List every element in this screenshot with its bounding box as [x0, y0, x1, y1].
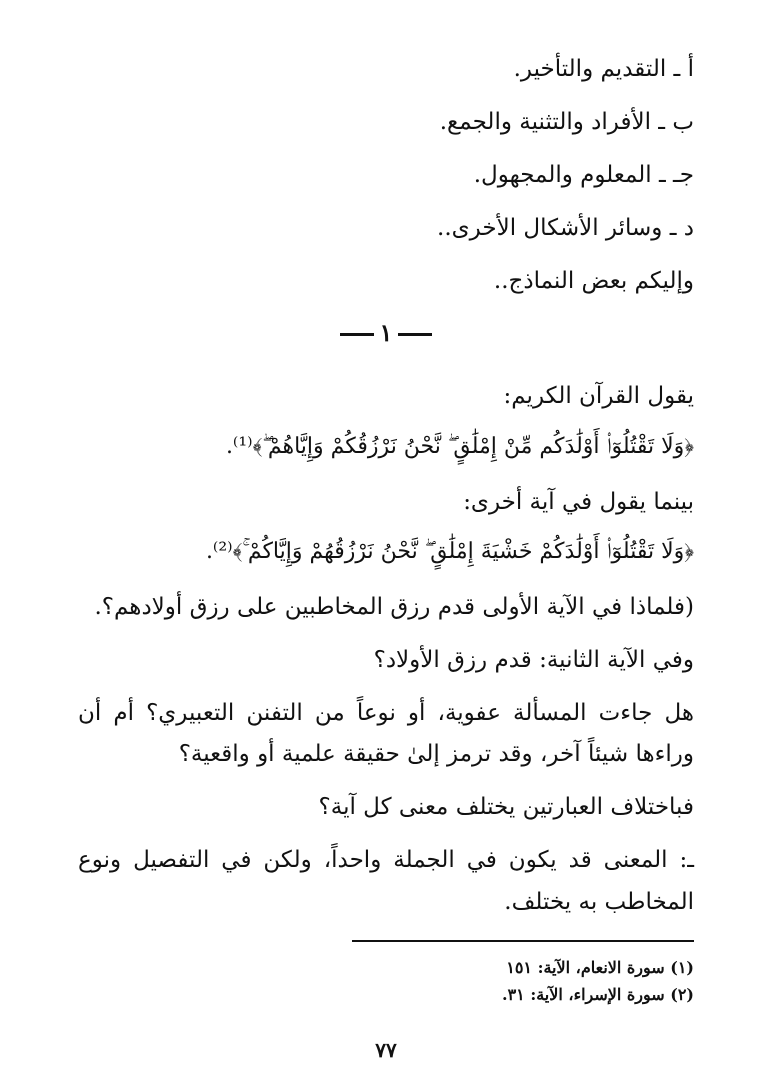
quran-verse-1: ﴿وَلَا تَقْتُلُوٓا۟ أَوْلَٰدَكُم مِّنْ إِمْلَٰقٍ ۖ نَّحْنُ نَرْزُقُكُمْ وَإِيَّاهُمْ ۖ﴾⁽¹⁾. — [225, 434, 694, 459]
footnote-1: (١) سورة الانعام، الآية: ١٥١ — [506, 958, 694, 977]
list-item-c: جـ ـ المعلوم والمجهول. — [473, 162, 694, 188]
page-number: ٧٧ — [375, 1038, 397, 1062]
paragraph-question-4: فباختلاف العبارتين يختلف معنى كل آية؟ — [318, 794, 694, 820]
quran-verse-2: ﴿وَلَا تَقْتُلُوٓا۟ أَوْلَٰدَكُمْ خَشْيَةَ إِمْلَٰقٍ ۖ نَّحْنُ نَرْزُقُهُمْ وَإِيَّاكُمْ ۚ﴾⁽²⁾. — [205, 539, 694, 564]
section-dash-left — [340, 333, 374, 336]
footnote-2: (٢) سورة الإسراء، الآية: ٣١. — [501, 985, 694, 1004]
paragraph-question-3-line-1: هل جاءت المسألة عفوية، أو نوعاً من التفنن التعبيري؟ أم أن — [78, 700, 694, 726]
section-number-text: ١ — [379, 318, 393, 347]
footnote-divider — [352, 940, 694, 942]
paragraph-another-verse: بينما يقول في آية أخرى: — [463, 489, 694, 515]
paragraph-answer-line-1: ـ: المعنى قد يكون في الجملة واحداً، ولكن في التفصيل ونوع — [78, 847, 694, 873]
paragraph-answer-line-2: المخاطب به يختلف. — [504, 889, 694, 915]
list-item-a: أ ـ التقديم والتأخير. — [513, 56, 694, 82]
section-number — [0, 318, 772, 348]
list-item-b: ب ـ الأفراد والتثنية والجمع. — [439, 109, 694, 135]
paragraph-question-1: (فلماذا في الآية الأولى قدم رزق المخاطبين على رزق أولادهم؟. — [94, 594, 694, 620]
paragraph-quran-says: يقول القرآن الكريم: — [503, 383, 694, 409]
paragraph-question-2: وفي الآية الثانية: قدم رزق الأولاد؟ — [373, 647, 694, 673]
list-item-d: د ـ وسائر الأشكال الأخرى.. — [437, 215, 694, 241]
section-dash-right — [398, 333, 432, 336]
paragraph-question-3-line-2: وراءها شيئاً آخر، وقد ترمز إلىٰ حقيقة علمية أو واقعية؟ — [178, 741, 694, 767]
examples-intro: وإليكم بعض النماذج.. — [493, 268, 694, 294]
